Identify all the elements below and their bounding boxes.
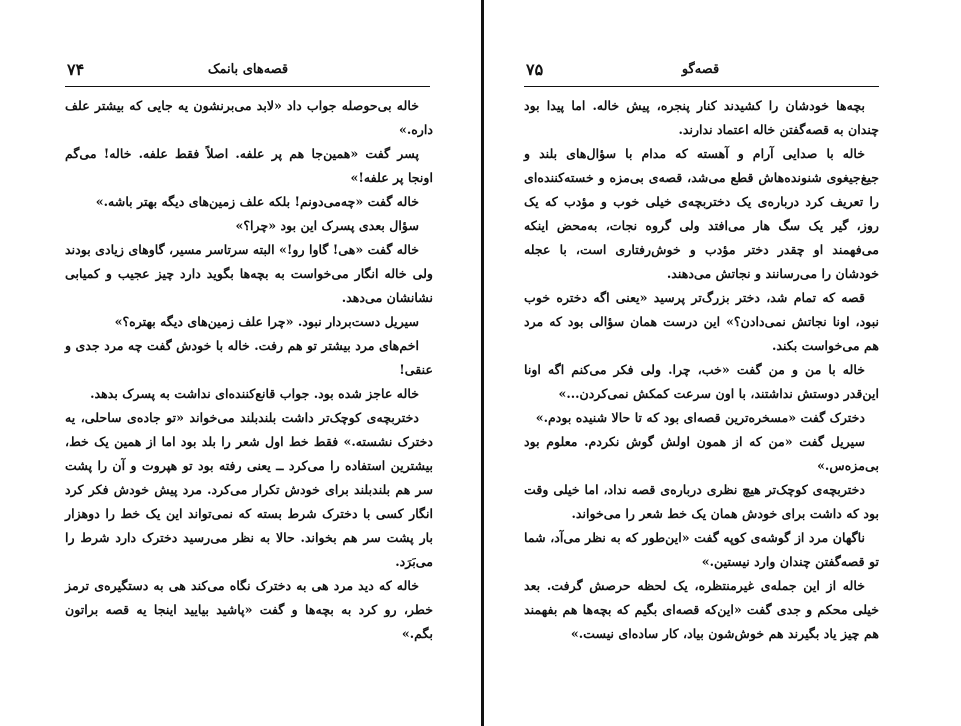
right-page: [484, 0, 961, 726]
right-page-body: [524, 94, 879, 646]
right-paragraph: بچه‌ها خودشان را کشیدند کنار پنجره، پیش خاله. اما پیدا بود چندان به قصه‌گفتن خاله اعتماد ندارند.: [524, 98, 879, 137]
right-paragraph: ناگهان مرد از گوشه‌ی کوپه گفت «این‌طور که به نظر می‌آد، شما تو قصه‌گفتن چندان وارد نیستین.»: [524, 530, 879, 569]
left-paragraph: خاله عاجز شده بود. جواب قانع‌کننده‌ای نداشت به پسرک بدهد.: [90, 386, 419, 401]
right-running-title: قصه‌گو: [681, 62, 720, 77]
left-paragraph: پسر گفت «همین‌جا هم پر علفه. اصلاً فقط علفه. خاله! می‌گم اونجا پر علفه!»: [65, 146, 433, 185]
right-page-number: ۷۵: [526, 60, 544, 79]
right-paragraph: خاله با صدایی آرام و آهسته که مدام با سؤال‌های بلند و جیغ‌جیغوی شنونده‌هاش قطع می‌شد، قصه‌ی بی‌مزه و خسته‌کننده‌ای را تعریف کرد درباره‌ی یک دختربچه‌ی خیلی خوب و مؤدب که یک روز، گیر یک سگ هار می‌افتد ولی گروه نجات، به‌محض اینکه می‌فهمند او چقدر دختر مؤدب و خوش‌رفتاری است، با عجله خودشان را می‌رسانند و نجاتش می‌دهند.: [524, 146, 879, 281]
right-page-header: [526, 60, 875, 80]
right-paragraph: سیریل گفت «من که از همون اولش گوش نکردم. معلوم بود بی‌مزه‌س.»: [524, 434, 879, 473]
left-page-number: ۷۴: [67, 60, 85, 79]
right-paragraph: خاله با من و من گفت «خب، چرا. ولی فکر می‌کنم اگه اونا این‌قدر دوستش نداشتند، با اون سرعت کمکش نمی‌کردن...»: [524, 362, 879, 401]
right-paragraph: خاله از این جمله‌ی غیرمنتظره، یک لحظه حرصش گرفت. بعد خیلی محکم و جدی گفت «این‌که قصه‌ای بگیم که بچه‌ها هم بفهمند هم چیز یاد بگیرند هم خوش‌شون بیاد، کار ساده‌ای نیست.»: [524, 578, 879, 641]
left-paragraph: سؤال بعدی پسرک این بود «چرا؟»: [235, 218, 419, 233]
left-page-header: [67, 60, 429, 80]
left-paragraph: دختربچه‌ی کوچک‌تر داشت بلندبلند می‌خواند «تو جاده‌ی ساحلی، یه دخترک نشسته.» فقط خط اول شعر را بلد بود اما از همین یک خط، بیشترین استفاده را می‌کرد ــ یعنی رفته بود تو هپروت و آن را پشت سر هم بلندبلند برای خودش تکرار می‌کرد. مرد پیش خودش فکر کرد انگار کسی با دخترک شرط بسته که نمی‌تواند این یک خط را دوهزار بار پشت سر هم بخواند. حالا به نظر می‌رسید دخترک دارد شرط را می‌بَرَد.: [65, 410, 433, 569]
left-paragraph: خاله بی‌حوصله جواب داد «لابد می‌برنشون یه جایی که بیشتر علف داره.»: [65, 98, 433, 137]
right-paragraph: دختربچه‌ی کوچک‌تر هیچ نظری درباره‌ی قصه نداد، اما خیلی وقت بود که داشت برای خودش همان یک خط شعر را می‌خواند.: [524, 482, 879, 521]
right-header-rule: [524, 86, 879, 87]
left-header-rule: [65, 86, 430, 87]
right-paragraph: قصه که تمام شد، دختر بزرگ‌تر پرسید «یعنی اگه دختره خوب نبود، اونا نجاتش نمی‌دادن؟» این درست همان سؤالی بود که مرد هم می‌خواست بکند.: [524, 290, 879, 353]
left-paragraph: اخم‌های مرد بیشتر تو هم رفت. خاله با خودش گفت چه مرد جدی و عنقی!: [65, 338, 433, 377]
left-paragraph: خاله گفت «چه‌می‌دونم! بلکه علف زمین‌های دیگه بهتر باشه.»: [95, 194, 419, 209]
left-page-body: [65, 94, 433, 646]
left-running-title: قصه‌های بانمک: [207, 62, 289, 77]
left-paragraph: سیریل دست‌بردار نبود. «چرا علف زمین‌های دیگه بهتره؟»: [114, 314, 419, 329]
right-paragraph: دخترک گفت «مسخره‌ترین قصه‌ای بود که تا حالا شنیده بودم.»: [535, 410, 865, 425]
left-paragraph: خاله که دید مرد هی به دخترک نگاه می‌کند هی به دستگیره‌ی ترمز خطر، رو کرد به بچه‌ها و گفت «پاشید بیایید اینجا یه قصه براتون بگم.»: [65, 578, 433, 641]
left-paragraph: خاله گفت «هی! گاوا رو!» البته سرتاسر مسیر، گاوهای زیادی بودند ولی خاله انگار می‌خواست به بچه‌ها بگوید دارد چیز عجیب و کمیابی نشانشان می‌دهد.: [64, 242, 433, 305]
